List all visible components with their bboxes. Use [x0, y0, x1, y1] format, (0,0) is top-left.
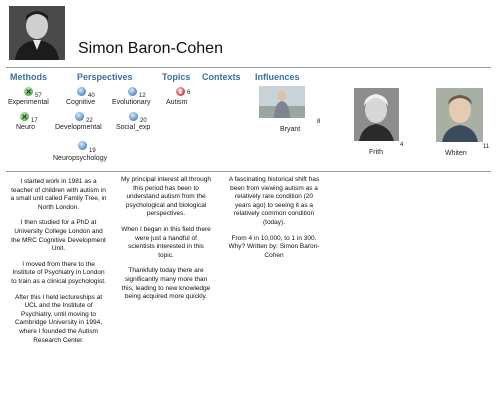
bio-paragraph: A fascinating historical shift has been from viewing autism as a relatively rare condition (20 years ago) to seeing it as a relatively common condition (today). [228, 176, 320, 226]
green-x-icon [24, 87, 33, 96]
perspective-label: Social_exp [116, 124, 151, 131]
method-count: 57 [35, 93, 42, 99]
content-divider [6, 171, 491, 172]
method-item-experimental[interactable] [8, 87, 68, 109]
perspective-count: 40 [88, 93, 95, 99]
influence-item-bryant[interactable] [259, 86, 321, 136]
influence-label: Bryant [280, 126, 301, 133]
perspective-item-social-exp[interactable] [116, 112, 161, 134]
influence-item-whiten[interactable] [436, 88, 496, 160]
nav-contexts[interactable]: Contexts [202, 72, 241, 82]
topic-label: Autism [166, 99, 188, 106]
topic-item-autism[interactable] [166, 87, 196, 109]
influence-item-frith[interactable] [354, 88, 406, 160]
page-title: Simon Baron-Cohen [78, 40, 223, 57]
bio-paragraph: I started work in 1981 as a teacher of children with autism in a small unit called Family Tree, in North London. [10, 178, 107, 211]
bio-column-right [228, 176, 320, 267]
perspective-item-developmental[interactable] [55, 112, 110, 134]
influence-count: 8 [317, 119, 321, 125]
blue-eye-icon [75, 112, 84, 121]
perspective-count: 20 [140, 118, 147, 124]
nav-topics[interactable]: Topics [162, 72, 191, 82]
blue-eye-icon [128, 87, 137, 96]
method-label: Experimental [8, 99, 49, 106]
bio-paragraph: After this I held lectureships at UCL and the Institute of Psychiatry, until moving to Cambridge University in 1994, where I founded the Autism Research Center. [14, 293, 103, 344]
perspective-label: Developmental [55, 124, 102, 131]
influence-label: Frith [369, 149, 383, 156]
blue-eye-icon [129, 112, 138, 121]
green-x-icon [20, 112, 29, 121]
perspective-label: Cognitive [66, 99, 96, 106]
influence-count: 4 [400, 142, 404, 148]
perspective-count: 19 [89, 148, 96, 154]
red-pin-icon [176, 87, 185, 96]
whiten-photo [436, 88, 483, 142]
perspective-label: Evolutionary [112, 99, 151, 106]
bio-paragraph: My principal interest all through this period has been to understand autism from the psychological and biological perspectives. [121, 176, 211, 218]
perspective-item-evolutionary[interactable] [112, 87, 162, 109]
profile-portrait [9, 6, 65, 60]
perspective-count: 22 [86, 118, 93, 124]
influence-count: 11 [483, 144, 490, 150]
influence-label: Whiten [445, 150, 467, 157]
perspective-label: Neuropsychology [53, 155, 108, 162]
header-divider [6, 67, 491, 68]
blue-eye-icon [77, 87, 86, 96]
perspective-item-neuropsychology[interactable] [53, 141, 115, 163]
method-item-neuro[interactable] [16, 112, 56, 134]
bio-paragraph: Thankfully today there are significantly many more than this, leading to new knowledge being acquired more quickly. [121, 267, 211, 301]
method-label: Neuro [16, 124, 36, 131]
bio-paragraph: From 4 in 10,000, to 1 in 300. Why? Written by: Simon Baron-Cohen [228, 234, 320, 259]
nav-perspectives[interactable]: Perspectives [77, 72, 133, 82]
bio-column-middle [121, 176, 211, 309]
frith-photo [354, 88, 399, 141]
bio-paragraph: I moved from there to the Institute of Psychiatry in London to train as a clinical psychologist. [11, 260, 106, 285]
nav-methods[interactable]: Methods [10, 72, 47, 82]
topic-count: 6 [187, 90, 191, 96]
bryant-photo [259, 86, 305, 118]
perspective-count: 12 [139, 93, 146, 99]
perspective-item-cognitive[interactable] [66, 87, 106, 109]
method-count: 17 [31, 118, 38, 124]
nav-influences[interactable]: Influences [255, 72, 300, 82]
blue-eye-icon [78, 141, 87, 150]
bio-paragraph: When I began in this field there were just a handful of scientists interested in this topic. [121, 225, 211, 259]
bio-column-left [10, 178, 107, 352]
bio-paragraph: I then studied for a PhD at University College London and the MRC Cognitive Development Unit. [11, 219, 106, 253]
